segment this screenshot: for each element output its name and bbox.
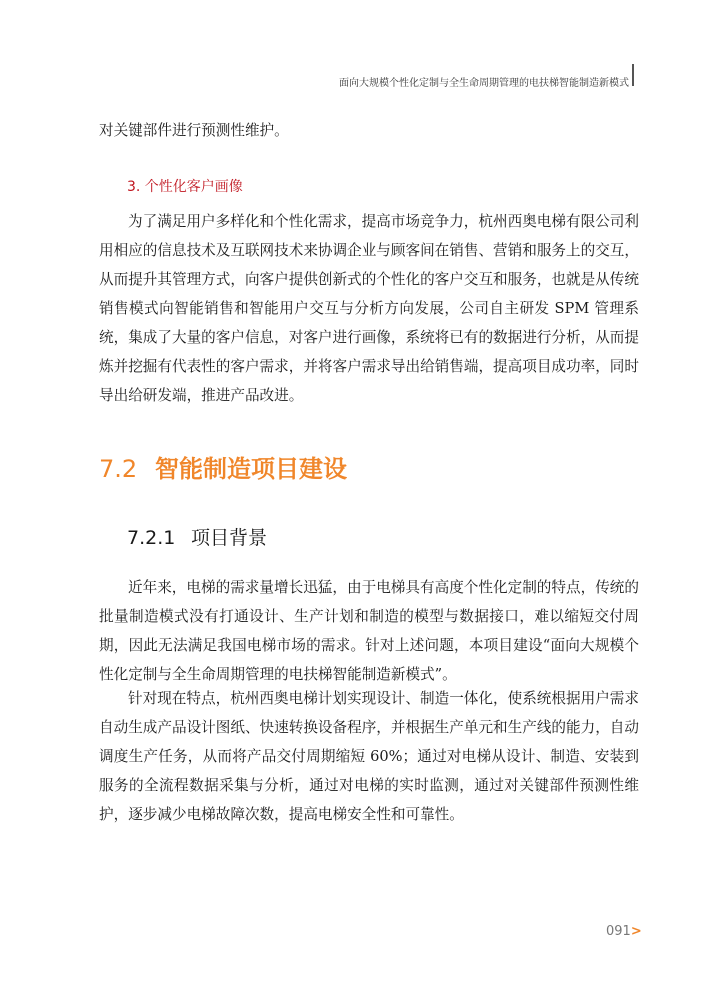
subsection-number: 7.2.1 <box>127 527 176 549</box>
page-number-text: 091 <box>606 924 631 939</box>
section-heading <box>99 449 347 484</box>
header-divider <box>632 64 634 86</box>
section-title: 智能制造项目建设 <box>155 455 347 483</box>
section-number: 7.2 <box>99 455 138 483</box>
page-arrow-icon: > <box>630 924 642 939</box>
subheading-customer-profile: 3. 个性化客户画像 <box>127 179 243 195</box>
running-header: 面向大规模个性化定制与全生命周期管理的电扶梯智能制造新模式 <box>339 78 629 89</box>
continuation-paragraph: 对关键部件进行预测性维护。 <box>99 122 289 139</box>
paragraph-customer-profile: 为了满足用户多样化和个性化需求，提高市场竞争力，杭州西奥电梯有限公司利用相应的信息技术及互联网技术来协调企业与顾客间在销售、营销和服务上的交互，从而提升其管理方式，向客户提供创新式的个性化的客户交互和服务，也就是从传统销售模式向智能销售和智能用户交互与分析方向发展，公司自主研发 SPM 管理系统，集成了大量的客户信息，对客户进行画像，系统将已有的数据进行分析，从而提炼并挖掘有代表性的客户需求，并将客户需求导出给销售端，提高项目成功率，同时导出给研发端，推进产品改进。 <box>99 213 639 404</box>
subsection-title: 项目背景 <box>191 527 268 549</box>
paragraph-background-2: 针对现在特点，杭州西奥电梯计划实现设计、制造一体化，使系统根据用户需求自动生成产品设计图纸、快速转换设备程序，并根据生产单元和生产线的能力，自动调度生产任务，从而将产品交付周期缩短 60%；通过对电梯从设计、制造、安装到服务的全流程数据采集与分析，通过对电梯的实时监测，通过对关键部件预测性维护，逐步减少电梯故障次数，提高电梯安全性和可靠性。 <box>99 690 639 823</box>
page-number <box>606 924 642 939</box>
subsection-heading <box>127 523 267 550</box>
paragraph-background-1: 近年来，电梯的需求量增长迅猛，由于电梯具有高度个性化定制的特点，传统的批量制造模式没有打通设计、生产计划和制造的模型与数据接口，难以缩短交付周期，因此无法满足我国电梯市场的需求。针对上述问题，本项目建设“面向大规模个性化定制与全生命周期管理的电扶梯智能制造新模式”。 <box>99 579 639 683</box>
